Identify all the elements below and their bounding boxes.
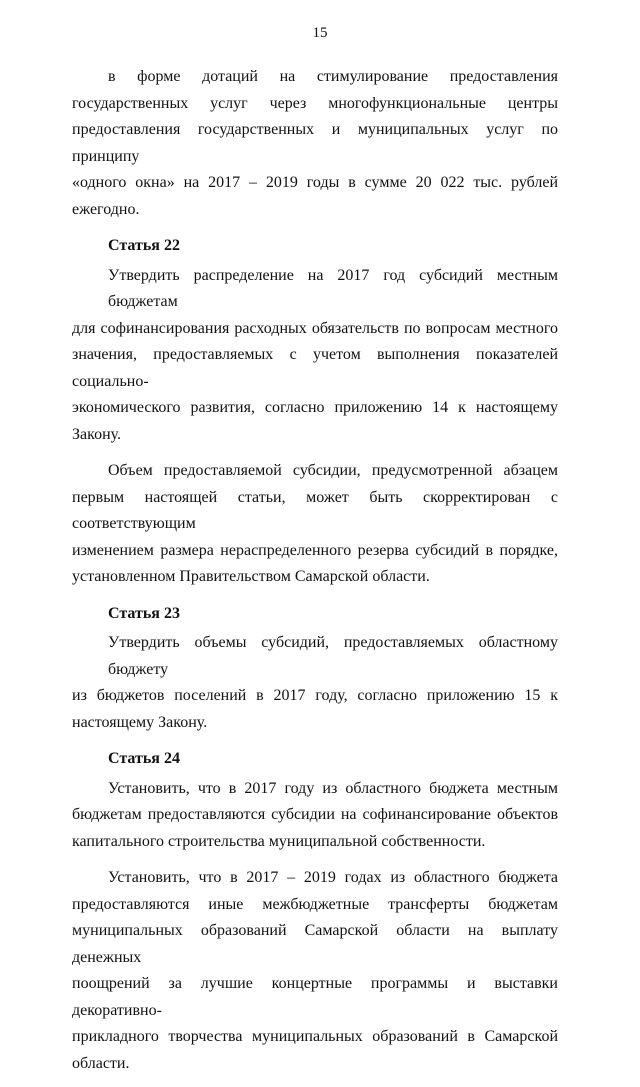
text-line: настоящему Закону.: [72, 713, 208, 731]
article-heading: Статья 23: [108, 604, 180, 622]
text-line: Утвердить объемы субсидий, предоставляемых областному бюджету: [108, 634, 558, 678]
text-line: Объем предоставляемой субсидии, предусмотренной абзацем: [108, 462, 558, 479]
text-line: капитального строительства муниципальной собственности.: [72, 832, 486, 850]
text-line: Утвердить распределение на 2017 год субсидий местным бюджетам: [108, 266, 558, 310]
text-line: первым настоящей статьи, может быть скорректирован с соответствующим: [72, 488, 558, 532]
text-line: предоставляются иные межбюджетные трансферты бюджетам: [72, 895, 558, 913]
paragraph: [72, 263, 558, 449]
text-line: для софинансирования расходных обязательств по вопросам местного: [72, 319, 558, 337]
text-line: поощрений за лучшие концертные программы и выставки декоративно-: [72, 975, 558, 1019]
paragraph: [72, 776, 558, 856]
text-line: изменением размера нераспределенного резерва субсидий в порядке,: [72, 541, 558, 559]
text-line: Установить, что в 2017 – 2019 годах из областного бюджета: [108, 869, 558, 886]
text-line: установленном Правительством Самарской области.: [72, 568, 430, 585]
paragraph: [72, 64, 558, 223]
text-line: из бюджетов поселений в 2017 году, согласно приложению 15 к: [72, 687, 558, 704]
paragraph: [72, 865, 558, 1077]
text-line: «одного окна» на 2017 – 2019 годы в сумме 20 022 тыс. рублей ежегодно.: [72, 174, 558, 218]
document-body: [72, 64, 558, 1087]
text-line: бюджетам предоставляются субсидии на софинансирование объектов: [72, 806, 558, 823]
text-line: предоставления государственных и муниципальных услуг по принципу: [72, 121, 558, 165]
text-line: значения, предоставляемых с учетом выполнения показателей социально-: [72, 346, 558, 390]
text-line: государственных услуг через многофункциональные центры: [72, 94, 558, 112]
text-line: экономического развития, согласно приложению 14 к настоящему Закону.: [72, 399, 558, 443]
text-line: Установить, что в 2017 году из областного бюджета местным: [108, 779, 558, 797]
article-heading: Статья 22: [108, 237, 180, 254]
paragraph: [72, 458, 558, 591]
text-line: муниципальных образований Самарской области на выплату денежных: [72, 922, 558, 966]
page-number: 15: [312, 25, 328, 41]
text-line: в форме дотаций на стимулирование предоставления: [108, 68, 558, 85]
paragraph: [72, 630, 558, 736]
text-line: области.: [72, 1054, 130, 1072]
article-heading: Статья 24: [108, 750, 180, 767]
text-line: прикладного творчества муниципальных образований в Самарской: [72, 1028, 558, 1045]
